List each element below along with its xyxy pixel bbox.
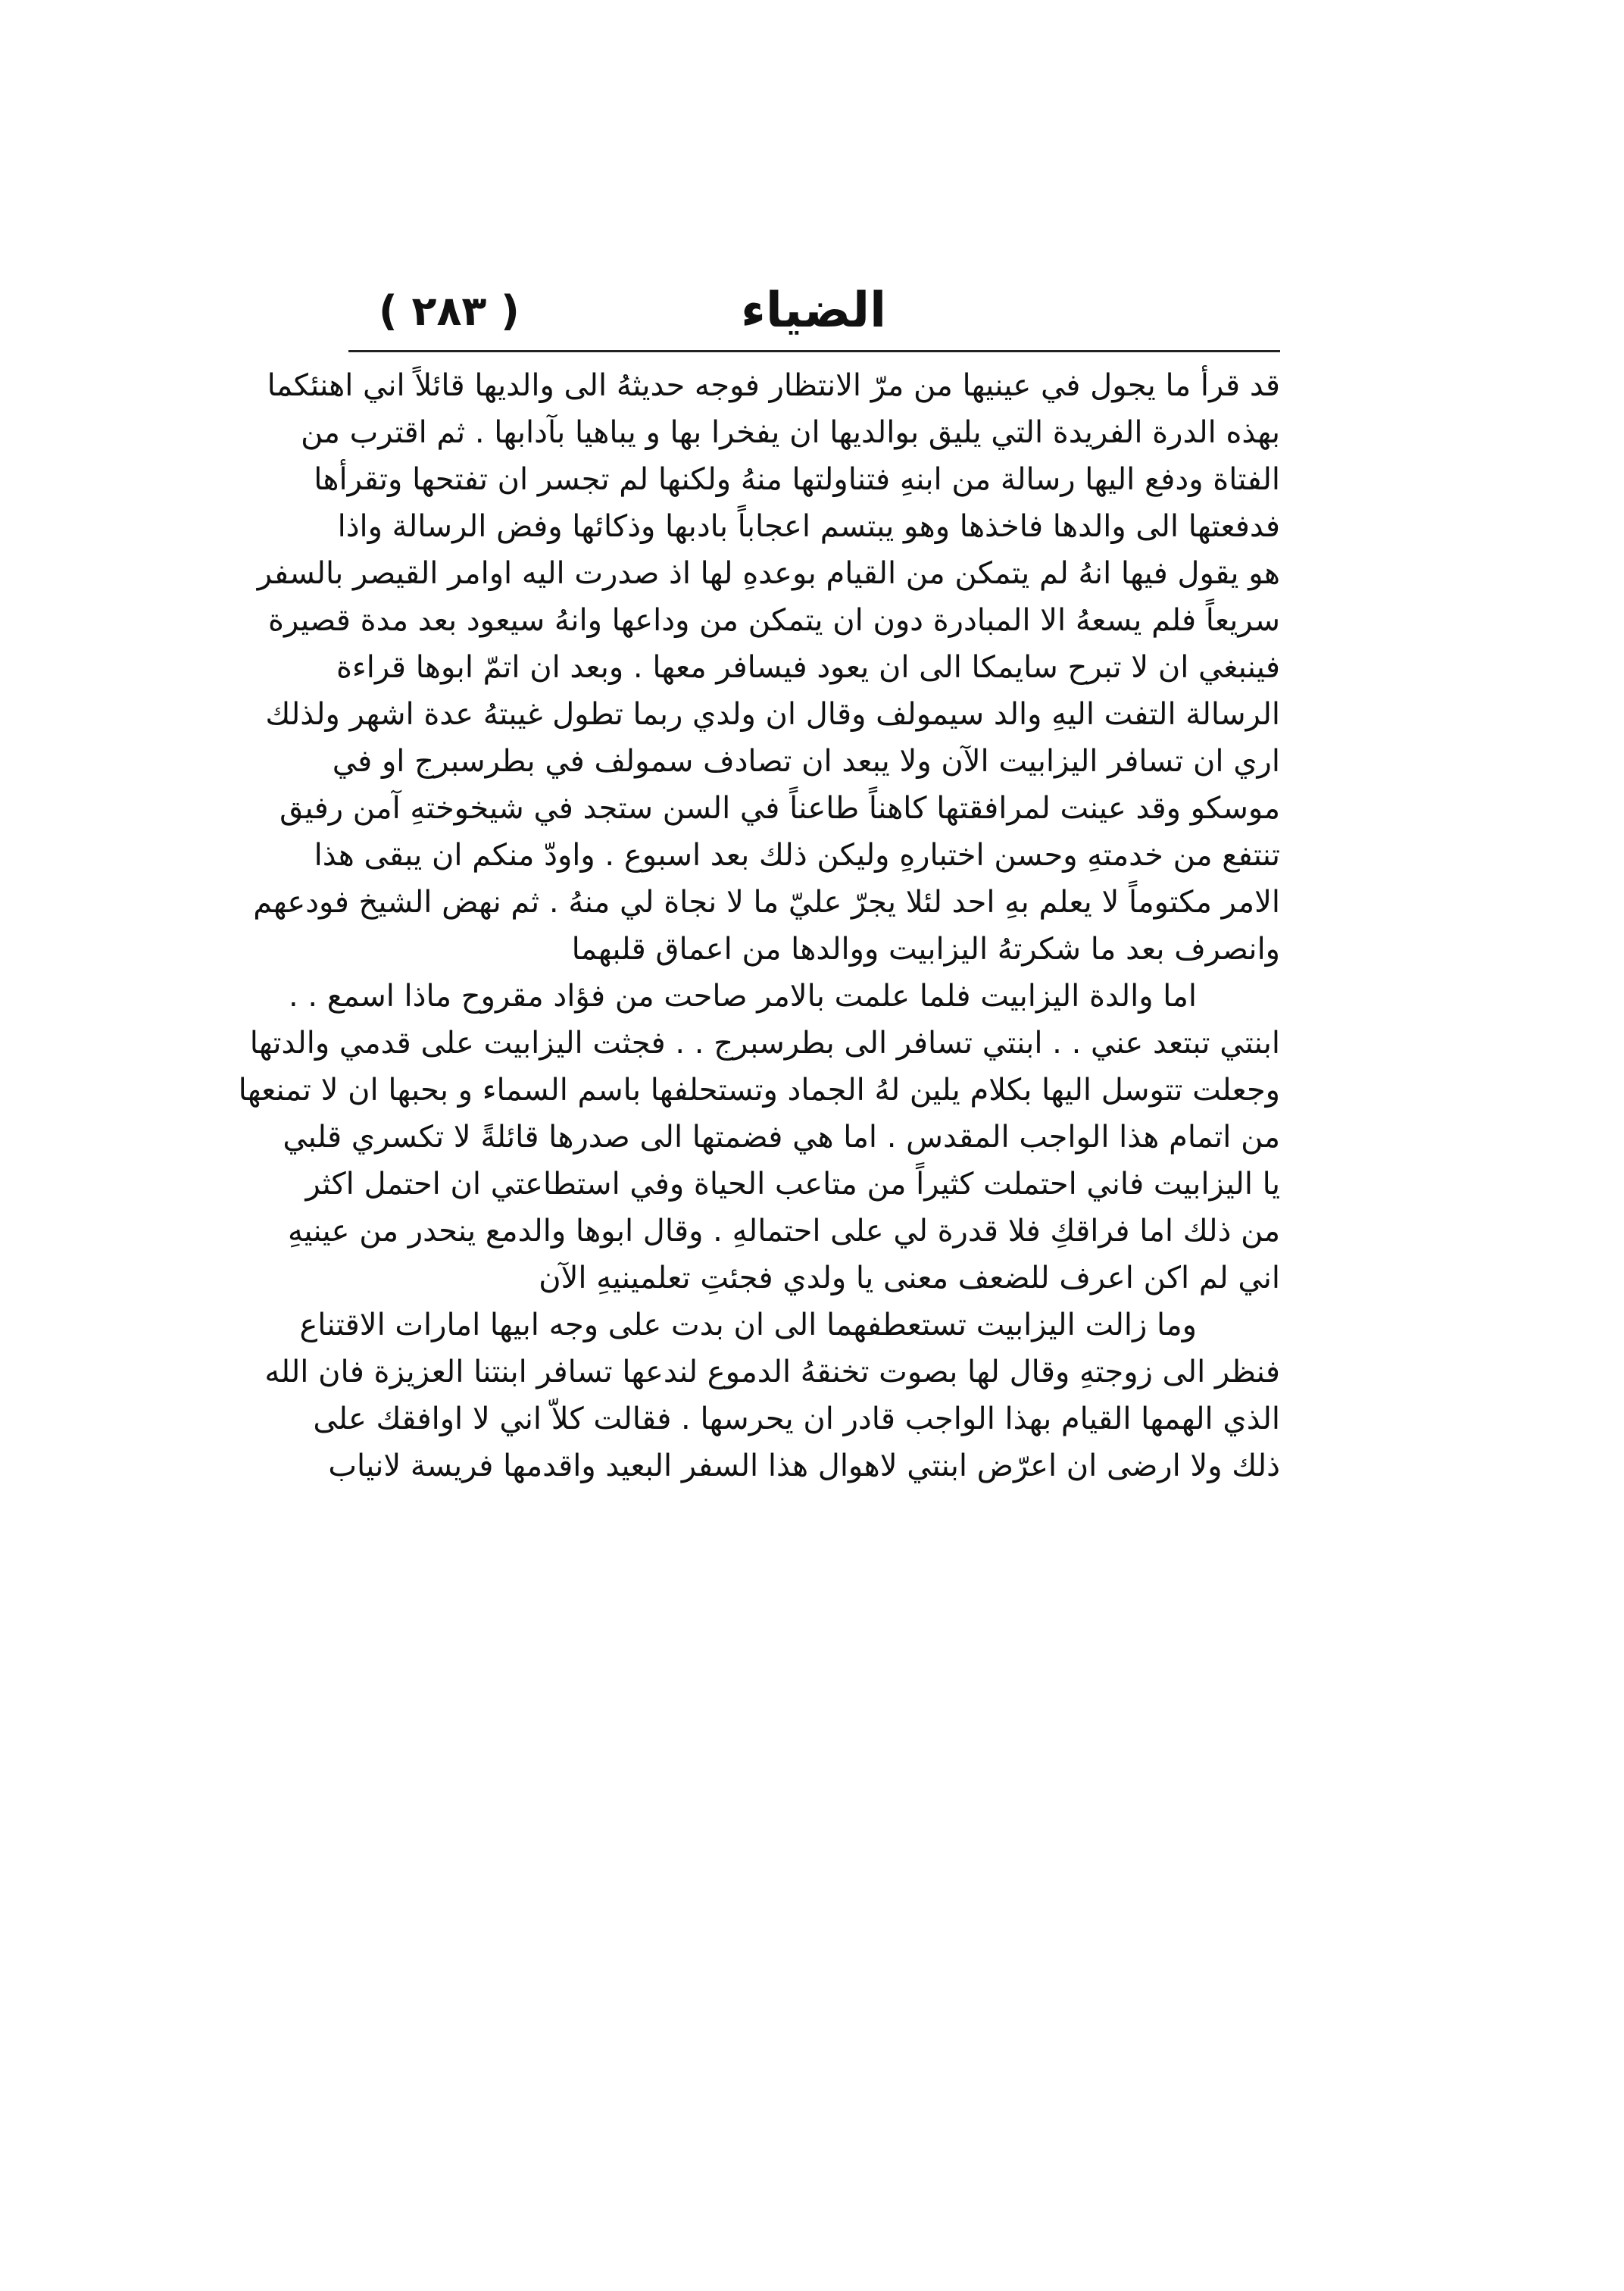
text-line: ابنتي تبتعد عني . . ابنتي تسافر الى بطرسبرج . . فجثت اليزابيت على قدمي والدتها <box>249 1026 1280 1061</box>
text-line: موسكو وقد عينت لمرافقتها كاهناً طاعناً في السن ستجد في شيخوختهِ آمن رفيق <box>280 791 1280 826</box>
text-line: من ذلك اما فراقكِ فلا قدرة لي على احتمالهِ . وقال ابوها والدمع ينحدر من عينيهِ <box>287 1214 1280 1249</box>
body-text <box>238 362 1280 1489</box>
running-title: الضياء <box>741 283 886 339</box>
text-line: وما زالت اليزابيت تستعطفهما الى ان بدت على وجه ابيها امارات الاقتناع <box>299 1308 1197 1342</box>
text-line: الامر مكتوماً لا يعلم بهِ احد لئلا يجرّ عليّ ما لا نجاة لي منهُ . ثم نهض الشيخ فودعهم <box>253 885 1280 920</box>
text-line: فنظر الى زوجتهِ وقال لها بصوت تخنقهُ الدموع لندعها تسافر ابنتنا العزيزة فان الله <box>264 1355 1280 1389</box>
text-line: الذي الهمها القيام بهذا الواجب قادر ان يحرسها . فقالت كلاّ اني لا اوافقك على <box>313 1402 1280 1436</box>
text-line: قد قرأ ما يجول في عينيها من مرّ الانتظار فوجه حديثهُ الى والديها قائلاً اني اهنئكما <box>267 368 1280 403</box>
text-line: بهذه الدرة الفريدة التي يليق بوالديها ان يفخرا بها و يباهيا بآدابها . ثم اقترب من <box>301 415 1280 450</box>
text-line: وانصرف بعد ما شكرتهُ اليزابيت ووالدها من اعماق قلبهما <box>571 932 1280 967</box>
page-number: ( ٢٨٣ ) <box>379 287 520 335</box>
page-header <box>348 273 1280 356</box>
header-rule <box>348 350 1280 352</box>
text-line: اري ان تسافر اليزابيت الآن ولا يبعد ان تصادف سمولف في بطرسبرج او في <box>332 744 1280 779</box>
text-line: هو يقول فيها انهُ لم يتمكن من القيام بوعدهِ لها اذ صدرت اليه اوامر القيصر بالسفر <box>257 556 1280 591</box>
text-line: من اتمام هذا الواجب المقدس . اما هي فضمتها الى صدرها قائلةً لا تكسري قلبي <box>283 1120 1280 1155</box>
text-line: تنتفع من خدمتهِ وحسن اختبارهِ وليكن ذلك بعد اسبوع . واودّ منكم ان يبقى هذا <box>314 838 1280 873</box>
text-line: سريعاً فلم يسعهُ الا المبادرة دون ان يتمكن من وداعها وانهُ سيعود بعد مدة قصيرة <box>268 603 1280 638</box>
text-line: وجعلت تتوسل اليها بكلام يلين لهُ الجماد وتستحلفها باسم السماء و بحبها ان لا تمنعها <box>238 1073 1280 1108</box>
text-line: الرسالة التفت اليهِ والد سيمولف وقال ان ولدي ربما تطول غيبتهُ عدة اشهر ولذلك <box>265 697 1280 732</box>
text-line: فينبغي ان لا تبرح سايمكا الى ان يعود فيسافر معها . وبعد ان اتمّ ابوها قراءة <box>336 650 1280 685</box>
text-line: اما والدة اليزابيت فلما علمت بالامر صاحت من فؤاد مقروح ماذا اسمع . . <box>288 979 1197 1014</box>
text-line: يا اليزابيت فاني احتملت كثيراً من متاعب الحياة وفي استطاعتي ان احتمل اكثر <box>305 1167 1280 1202</box>
text-line: ذلك ولا ارضى ان اعرّض ابنتي لاهوال هذا السفر البعيد واقدمها فريسة لانياب <box>328 1449 1280 1483</box>
text-line: الفتاة ودفع اليها رسالة من ابنهِ فتناولتها منهُ ولكنها لم تجسر ان تفتحها وتقرأها <box>314 462 1280 497</box>
text-line: فدفعتها الى والدها فاخذها وهو يبتسم اعجاباً بادبها وذكائها وفض الرسالة واذا <box>337 509 1280 544</box>
text-line: اني لم اكن اعرف للضعف معنى يا ولدي فجئتِ تعلمينيهِ الآن <box>539 1261 1280 1296</box>
